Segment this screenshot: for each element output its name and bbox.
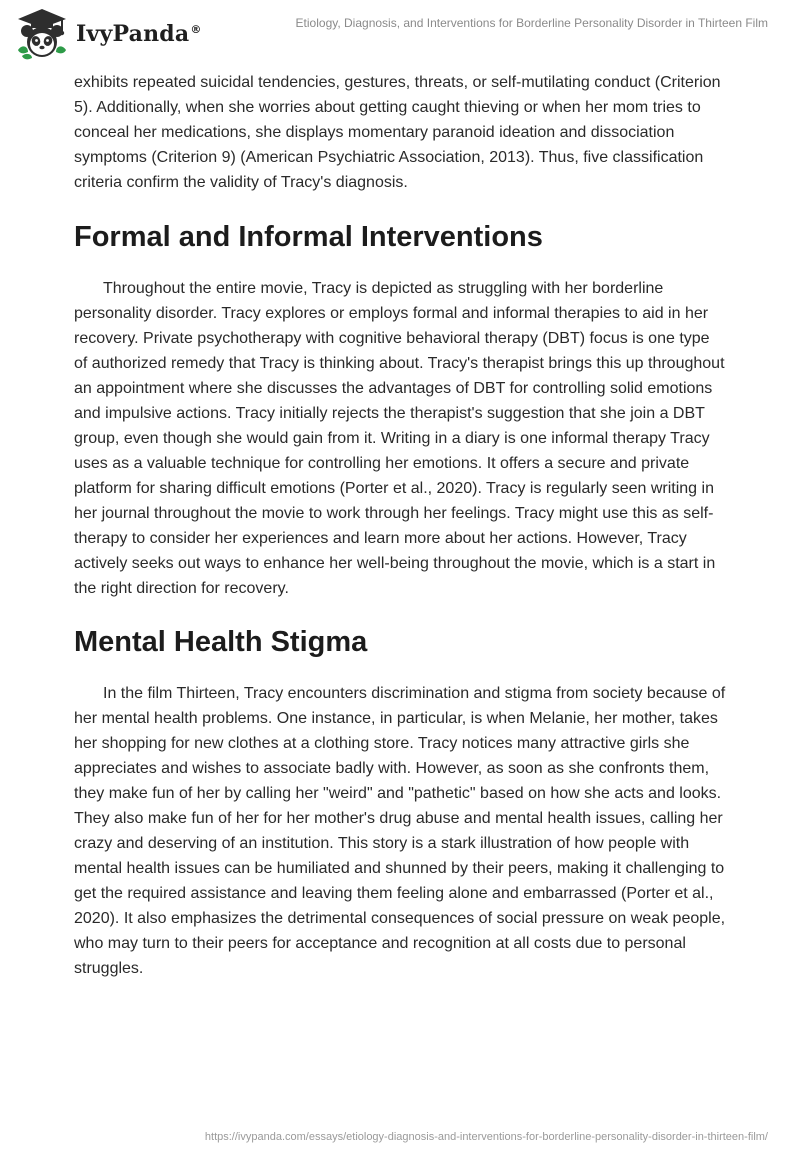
stigma-paragraph: In the film Thirteen, Tracy encounters discrimination and stigma from society because of her mental health problems. One instance, in particular, is when Melanie, her mother, takes her shopping for new clothes at a clothing store. Tracy notices many attractive girls she appreciates and wishes to associate badly with. However, as soon as she confronts them, they make fun of her by calling her "weird" and "pathetic" based on how she acts and looks. They also make fun of her for her mother's drug abuse and mental health issues, calling her crazy and deserving of an institution. This story is a stark illustration of how people with mental health issues can be humiliated and shunned by their peers, making it challenging to get the required assistance and leaving them feeling alone and embarrassed (Porter et al., 2020). It also emphasizes the detrimental consequences of social pressure on weak people, who may turn to their peers for acceptance and recognition at all costs due to personal struggles. xyxy=(74,685,726,977)
interventions-paragraph: Throughout the entire movie, Tracy is depicted as struggling with her borderline personality disorder. Tracy explores or employs formal and informal therapies to aid in her recovery. Private psychotherapy with cognitive behavioral therapy (DBT) focus is one type of authorized remedy that Tracy is thinking about. Tracy's therapist brings this up throughout an appointment where she discusses the advantages of DBT for controlling solid emotions and impulsive actions. Tracy initially rejects the therapist's suggestion that she join a DBT group, even though she would gain from it. Writing in a diary is one informal therapy Tracy uses as a valuable technique for controlling her emotions. It offers a secure and private platform for sharing difficult emotions (Porter et al., 2020). Tracy is regularly seen writing in her journal throughout the movie to work through her feelings. Tracy might use this as self-therapy to consider her experiences and learn more about her actions. However, Tracy actively seeks out ways to enhance her well-being throughout the movie, which is a start in the right direction for recovery. xyxy=(74,280,725,597)
panda-graduate-icon xyxy=(14,6,70,62)
ivypanda-logo[interactable] xyxy=(14,6,204,62)
registered-mark: ® xyxy=(190,22,202,36)
page-header xyxy=(0,0,800,70)
running-title: Etiology, Diagnosis, and Interventions for Borderline Personality Disorder in Thirteen Film xyxy=(295,16,768,30)
section-heading-interventions: Formal and Informal Interventions xyxy=(74,221,543,253)
intro-paragraph: exhibits repeated suicidal tendencies, gestures, threats, or self-mutilating conduct (Criterion 5). Additionally, when she worries about getting caught thieving or when her mom tries to conceal her medications, she displays momentary paranoid ideation and dissociation symptoms (Criterion 9) (American Psychiatric Association, 2013). Thus, five classification criteria confirm the validity of Tracy's diagnosis. xyxy=(74,74,721,191)
source-url[interactable]: https://ivypanda.com/essays/etiology-diagnosis-and-interventions-for-borderline-personality-disorder-in-thirteen-film/ xyxy=(204,1131,768,1143)
section-heading-stigma: Mental Health Stigma xyxy=(74,626,368,658)
essay-content xyxy=(74,70,726,981)
brand-name: IvyPanda® xyxy=(76,21,202,47)
